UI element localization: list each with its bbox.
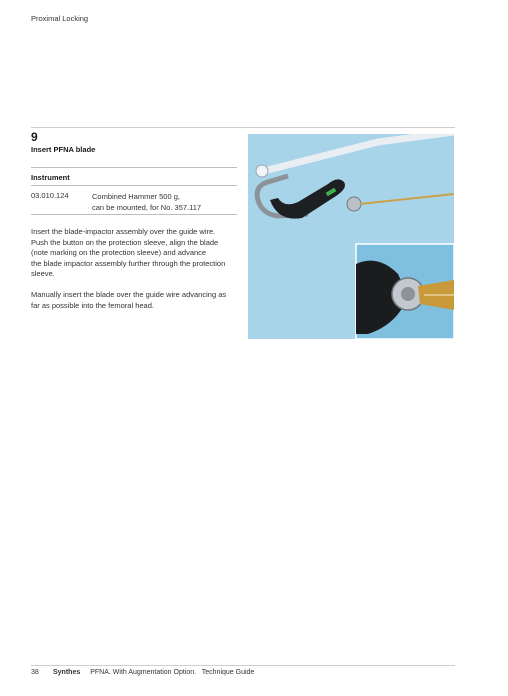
step-title: Insert PFNA blade xyxy=(31,145,96,154)
instrument-description-line: Combined Hammer 500 g, xyxy=(92,192,180,201)
instrument-description-line: can be mounted, for No. 357.117 xyxy=(92,203,202,212)
paragraph-line: (note marking on the protection sleeve) and advance xyxy=(31,248,207,258)
footer-document-title: PFNA. With Augmentation Option. Technique Guide xyxy=(90,669,255,676)
footer-divider xyxy=(31,665,455,666)
step-divider xyxy=(31,127,455,128)
surgical-illustration xyxy=(248,134,454,339)
instrument-top-rule xyxy=(31,167,237,168)
page-number: 38 xyxy=(31,669,39,676)
footer xyxy=(31,669,254,676)
header-section-title: Proximal Locking xyxy=(31,14,89,23)
instruction-paragraph-2 xyxy=(31,290,237,311)
paragraph-line: far as possible into the femoral head. xyxy=(31,300,154,310)
instruction-paragraph-1 xyxy=(31,227,237,280)
paragraph-line: Insert the blade-impactor assembly over the guide wire. xyxy=(31,227,216,236)
footer-brand: Synthes xyxy=(53,669,81,676)
paragraph-line: sleeve. xyxy=(31,269,55,279)
blade-impactor-illustration xyxy=(248,134,454,339)
instrument-description xyxy=(92,191,238,213)
inset-gear-hub xyxy=(401,287,415,301)
step-number: 9 xyxy=(31,130,38,144)
paragraph-line: the blade impactor assembly further through the protection xyxy=(31,258,226,268)
connector-gear xyxy=(347,197,361,211)
instrument-heading: Instrument xyxy=(31,173,70,182)
instrument-heading-rule xyxy=(31,185,237,186)
shaft-knob xyxy=(256,165,268,177)
paragraph-line: Manually insert the blade over the guide wire advancing as xyxy=(31,290,227,299)
instrument-bottom-rule xyxy=(31,214,237,215)
instrument-art-no: 03.010.124 xyxy=(31,191,69,200)
paragraph-line: Push the button on the protection sleeve, align the blade xyxy=(31,237,219,247)
